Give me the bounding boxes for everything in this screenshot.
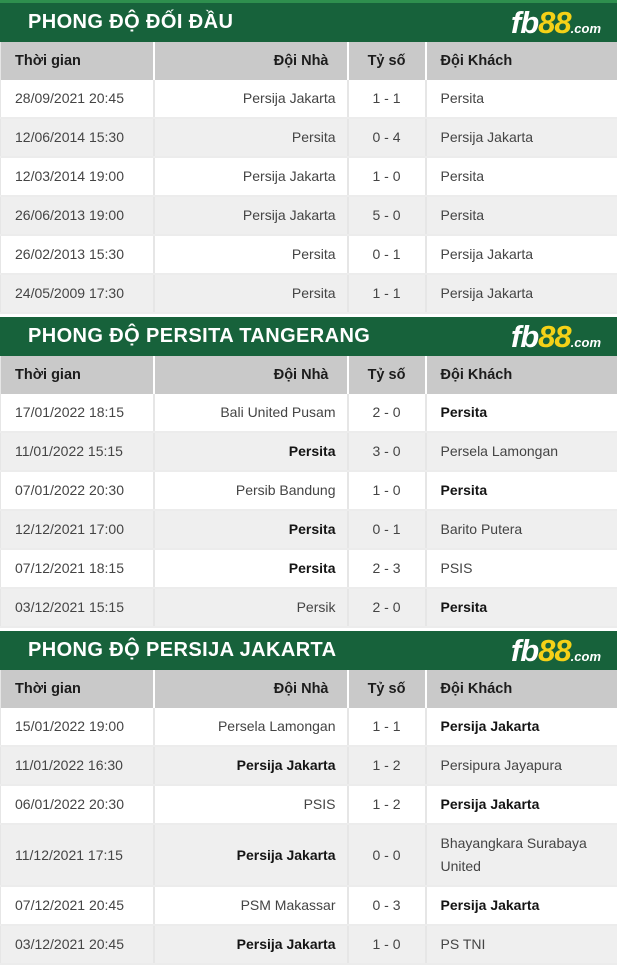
match-time-cell: 07/01/2022 20:30 (1, 471, 154, 510)
logo-domain-text: .com (571, 335, 601, 350)
score-cell: 1 - 0 (348, 925, 426, 964)
table-row (1, 708, 617, 746)
table-row (1, 549, 617, 588)
table-row (1, 432, 617, 471)
logo-fb-text: fb (511, 5, 538, 40)
home-team-cell: Persija Jakarta (154, 80, 348, 118)
column-header-row (1, 670, 617, 708)
column-header-time: Thời gian (1, 670, 154, 708)
match-time-cell: 15/01/2022 19:00 (1, 708, 154, 746)
column-header-home: Đội Nhà (154, 42, 348, 80)
table-row (1, 510, 617, 549)
persija-form-table (0, 670, 617, 965)
away-team-cell: Persita (426, 394, 617, 432)
match-time-cell: 07/12/2021 18:15 (1, 549, 154, 588)
section-header-bar (0, 0, 617, 42)
column-header-home: Đội Nhà (154, 670, 348, 708)
score-cell: 0 - 1 (348, 235, 426, 274)
home-team-cell: Bali United Pusam (154, 394, 348, 432)
table-row (1, 746, 617, 785)
head-to-head-table (0, 42, 617, 314)
table-row (1, 235, 617, 274)
persita-form-table (0, 356, 617, 628)
match-time-cell: 11/01/2022 16:30 (1, 746, 154, 785)
logo-fb-text: fb (511, 633, 538, 668)
match-time-cell: 26/06/2013 19:00 (1, 196, 154, 235)
fb88-logo[interactable] (511, 7, 601, 38)
away-team-cell: Persita (426, 471, 617, 510)
match-time-cell: 11/01/2022 15:15 (1, 432, 154, 471)
score-cell: 1 - 2 (348, 746, 426, 785)
logo-88-text: 88 (538, 319, 570, 354)
score-cell: 0 - 1 (348, 510, 426, 549)
away-team-cell: PSIS (426, 549, 617, 588)
fb88-logo[interactable] (511, 635, 601, 666)
home-team-cell: Persija Jakarta (154, 746, 348, 785)
score-cell: 5 - 0 (348, 196, 426, 235)
column-header-away: Đội Khách (426, 670, 617, 708)
match-time-cell: 17/01/2022 18:15 (1, 394, 154, 432)
column-header-time: Thời gian (1, 42, 154, 80)
score-cell: 1 - 0 (348, 157, 426, 196)
column-header-away: Đội Khách (426, 42, 617, 80)
table-row (1, 588, 617, 627)
logo-domain-text: .com (571, 21, 601, 36)
home-team-cell: Persita (154, 549, 348, 588)
away-team-cell: Persita (426, 157, 617, 196)
match-time-cell: 03/12/2021 20:45 (1, 925, 154, 964)
logo-88-text: 88 (538, 633, 570, 668)
away-team-cell: Barito Putera (426, 510, 617, 549)
column-header-away: Đội Khách (426, 356, 617, 394)
table-row (1, 196, 617, 235)
table-row (1, 394, 617, 432)
match-time-cell: 26/02/2013 15:30 (1, 235, 154, 274)
home-team-cell: Persija Jakarta (154, 196, 348, 235)
section-title: PHONG ĐỘ PERSIJA JAKARTA (28, 639, 337, 662)
score-cell: 3 - 0 (348, 432, 426, 471)
table-row (1, 157, 617, 196)
home-team-cell: Persita (154, 274, 348, 313)
table-row (1, 824, 617, 886)
away-team-cell: Persija Jakarta (426, 235, 617, 274)
home-team-cell: Persik (154, 588, 348, 627)
column-header-row (1, 356, 617, 394)
table-row (1, 785, 617, 824)
score-cell: 2 - 0 (348, 394, 426, 432)
table-row (1, 118, 617, 157)
away-team-cell: PS TNI (426, 925, 617, 964)
column-header-time: Thời gian (1, 356, 154, 394)
home-team-cell: Persija Jakarta (154, 824, 348, 886)
column-header-score: Tỷ số (348, 42, 426, 80)
home-team-cell: Persita (154, 235, 348, 274)
away-team-cell: Persija Jakarta (426, 785, 617, 824)
column-header-home: Đội Nhà (154, 356, 348, 394)
away-team-cell: Persita (426, 196, 617, 235)
score-cell: 1 - 1 (348, 80, 426, 118)
home-team-cell: Persita (154, 510, 348, 549)
table-row (1, 471, 617, 510)
away-team-cell: Persija Jakarta (426, 886, 617, 925)
away-team-cell: Persita (426, 80, 617, 118)
away-team-cell: Persija Jakarta (426, 274, 617, 313)
away-team-cell: Persija Jakarta (426, 708, 617, 746)
table-row (1, 886, 617, 925)
logo-fb-text: fb (511, 319, 538, 354)
score-cell: 1 - 1 (348, 708, 426, 746)
match-time-cell: 03/12/2021 15:15 (1, 588, 154, 627)
logo-domain-text: .com (571, 649, 601, 664)
section-header-bar (0, 317, 617, 356)
away-team-cell: Persipura Jayapura (426, 746, 617, 785)
section-header-bar (0, 631, 617, 670)
score-cell: 0 - 0 (348, 824, 426, 886)
table-row (1, 925, 617, 964)
column-header-score: Tỷ số (348, 356, 426, 394)
away-team-cell: Persija Jakarta (426, 118, 617, 157)
score-cell: 2 - 3 (348, 549, 426, 588)
home-team-cell: Persela Lamongan (154, 708, 348, 746)
table-row (1, 80, 617, 118)
match-time-cell: 06/01/2022 20:30 (1, 785, 154, 824)
score-cell: 0 - 3 (348, 886, 426, 925)
match-time-cell: 28/09/2021 20:45 (1, 80, 154, 118)
away-team-cell: Persita (426, 588, 617, 627)
home-team-cell: Persija Jakarta (154, 925, 348, 964)
home-team-cell: PSM Makassar (154, 886, 348, 925)
home-team-cell: Persib Bandung (154, 471, 348, 510)
score-cell: 1 - 0 (348, 471, 426, 510)
match-time-cell: 11/12/2021 17:15 (1, 824, 154, 886)
match-time-cell: 12/12/2021 17:00 (1, 510, 154, 549)
section-head-to-head (0, 0, 617, 314)
logo-88-text: 88 (538, 5, 570, 40)
away-team-cell: Bhayangkara Surabaya United (426, 824, 617, 886)
fb88-logo[interactable] (511, 321, 601, 352)
table-row (1, 274, 617, 313)
home-team-cell: Persita (154, 432, 348, 471)
match-time-cell: 24/05/2009 17:30 (1, 274, 154, 313)
home-team-cell: PSIS (154, 785, 348, 824)
column-header-row (1, 42, 617, 80)
section-persija-form (0, 631, 617, 965)
score-cell: 1 - 1 (348, 274, 426, 313)
home-team-cell: Persita (154, 118, 348, 157)
match-time-cell: 07/12/2021 20:45 (1, 886, 154, 925)
section-persita-form (0, 317, 617, 628)
home-team-cell: Persija Jakarta (154, 157, 348, 196)
away-team-cell: Persela Lamongan (426, 432, 617, 471)
match-time-cell: 12/03/2014 19:00 (1, 157, 154, 196)
section-title: PHONG ĐỘ ĐỐI ĐẦU (28, 11, 233, 34)
match-time-cell: 12/06/2014 15:30 (1, 118, 154, 157)
section-title: PHONG ĐỘ PERSITA TANGERANG (28, 325, 370, 348)
score-cell: 0 - 4 (348, 118, 426, 157)
column-header-score: Tỷ số (348, 670, 426, 708)
score-cell: 2 - 0 (348, 588, 426, 627)
score-cell: 1 - 2 (348, 785, 426, 824)
